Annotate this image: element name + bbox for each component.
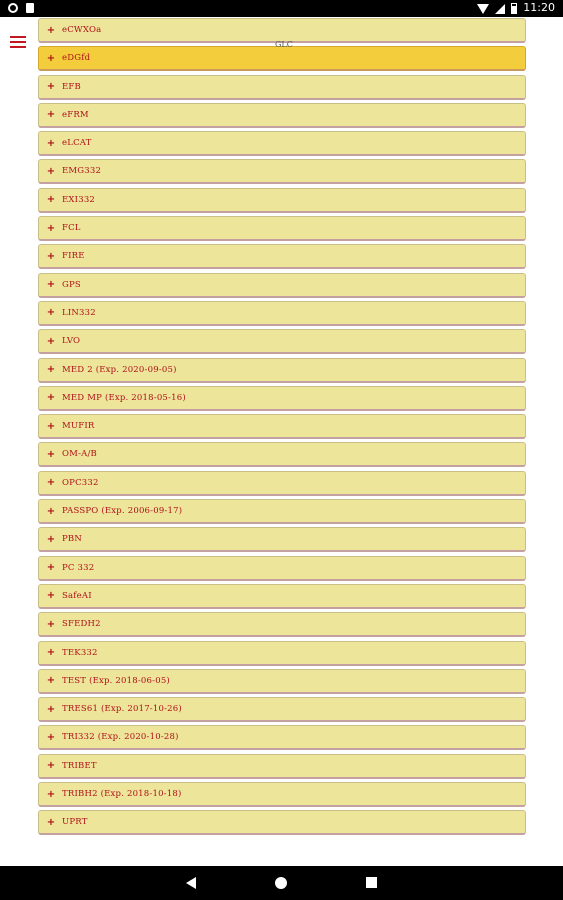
settings-icon (8, 3, 18, 13)
list-item[interactable] (38, 527, 526, 552)
list-item-label: LIN332 (62, 307, 96, 318)
list-item[interactable] (38, 584, 526, 609)
list-item-label: TEST (Exp. 2018-06-05) (62, 675, 170, 686)
list-item-label: TRI332 (Exp. 2020-10-28) (62, 732, 179, 743)
expand-icon: + (46, 703, 56, 715)
expand-icon: + (46, 505, 56, 517)
list-item-label: SFEDH2 (62, 619, 101, 630)
list-item[interactable] (38, 244, 526, 269)
list-item[interactable] (38, 612, 526, 637)
list-item[interactable] (38, 301, 526, 326)
list-item-label: eLCAT (62, 138, 92, 149)
expand-icon: + (46, 618, 56, 630)
list-item[interactable] (38, 159, 526, 184)
status-time: 11:20 (523, 1, 555, 14)
signal-icon (495, 4, 505, 14)
list-item-label: OM-A/B (62, 449, 97, 460)
expand-icon: + (46, 335, 56, 347)
expand-icon: + (46, 81, 56, 93)
list-item-label: MUFIR (62, 421, 95, 432)
status-bar-right (477, 1, 555, 14)
expand-icon: + (46, 562, 56, 574)
list-item-label: PC 332 (62, 562, 95, 573)
expand-icon: + (46, 24, 56, 36)
expand-icon: + (46, 647, 56, 659)
sd-card-icon (26, 3, 34, 13)
expand-icon: + (46, 279, 56, 291)
list-item-label: EMG332 (62, 166, 102, 177)
list-item[interactable] (38, 669, 526, 694)
list-item-label: eCWXOa (62, 25, 102, 35)
list-item-label: UPRT (62, 817, 88, 828)
expand-icon: + (46, 477, 56, 489)
list-item-label: SafeAI (62, 590, 92, 601)
list-item[interactable] (38, 273, 526, 298)
expand-icon: + (46, 731, 56, 743)
expand-icon: + (46, 675, 56, 687)
expand-icon: + (46, 109, 56, 121)
menu-icon-bar (10, 36, 26, 38)
list-item[interactable] (38, 810, 526, 835)
list-item-label: MED 2 (Exp. 2020-09-05) (62, 364, 177, 375)
expand-icon: + (46, 307, 56, 319)
back-icon[interactable] (186, 877, 196, 889)
list-item[interactable] (38, 329, 526, 354)
list-item-label: TRIBH2 (Exp. 2018-10-18) (62, 789, 182, 800)
wifi-icon (477, 4, 489, 14)
list-item[interactable] (38, 103, 526, 128)
home-icon[interactable] (275, 877, 287, 889)
list-item[interactable] (38, 75, 526, 100)
item-list (38, 18, 526, 839)
list-item-label: TRIBET (62, 760, 97, 771)
expand-icon: + (46, 816, 56, 828)
list-item[interactable] (38, 414, 526, 439)
list-item-label: GPS (62, 279, 81, 290)
expand-icon: + (46, 165, 56, 177)
list-item-label: FIRE (62, 251, 85, 262)
list-item[interactable] (38, 216, 526, 241)
expand-icon: + (46, 590, 56, 602)
list-item[interactable] (38, 131, 526, 156)
expand-icon: + (46, 448, 56, 460)
list-item-label: TRES61 (Exp. 2017-10-26) (62, 704, 182, 715)
list-item[interactable] (38, 697, 526, 722)
recent-apps-icon[interactable] (366, 877, 377, 888)
expand-icon: + (46, 250, 56, 262)
expand-icon: + (46, 760, 56, 772)
list-item-label: eFRM (62, 109, 89, 120)
list-item[interactable] (38, 725, 526, 750)
list-item-label: OPC332 (62, 477, 99, 488)
navigation-bar (0, 866, 563, 900)
list-item-label: LVO (62, 336, 81, 347)
list-item-label: TEK332 (62, 647, 98, 658)
expand-icon: + (46, 194, 56, 206)
list-item[interactable] (38, 188, 526, 213)
expand-icon: + (46, 52, 56, 64)
list-item[interactable] (38, 782, 526, 807)
list-item-label: EXI332 (62, 194, 96, 205)
expand-icon: + (46, 420, 56, 432)
status-bar-left (8, 2, 34, 12)
list-item-label: MED MP (Exp. 2018-05-16) (62, 392, 186, 403)
list-item[interactable] (38, 556, 526, 581)
list-item[interactable] (38, 641, 526, 666)
list-item[interactable] (38, 471, 526, 496)
expand-icon: + (46, 788, 56, 800)
expand-icon: + (46, 392, 56, 404)
expand-icon: + (46, 364, 56, 376)
battery-icon (511, 3, 517, 14)
expand-icon: + (46, 222, 56, 234)
expand-icon: + (46, 137, 56, 149)
list-item-label: EFB (62, 81, 81, 92)
list-item-label: FCL (62, 223, 81, 234)
expand-icon: + (46, 533, 56, 545)
menu-icon-bar (10, 41, 26, 43)
partial-title: GLC (275, 40, 293, 49)
list-item[interactable] (38, 358, 526, 383)
list-item[interactable] (38, 499, 526, 524)
list-item[interactable] (38, 386, 526, 411)
list-item-label: PASSPO (Exp. 2006-09-17) (62, 506, 183, 517)
list-item[interactable] (38, 46, 526, 71)
status-bar (0, 0, 563, 17)
menu-icon[interactable] (10, 36, 26, 50)
list-item-label: PBN (62, 534, 83, 545)
list-item-label: eDGfd (62, 53, 91, 64)
list-item[interactable] (38, 754, 526, 779)
menu-icon-bar (10, 46, 26, 48)
list-item[interactable] (38, 442, 526, 467)
